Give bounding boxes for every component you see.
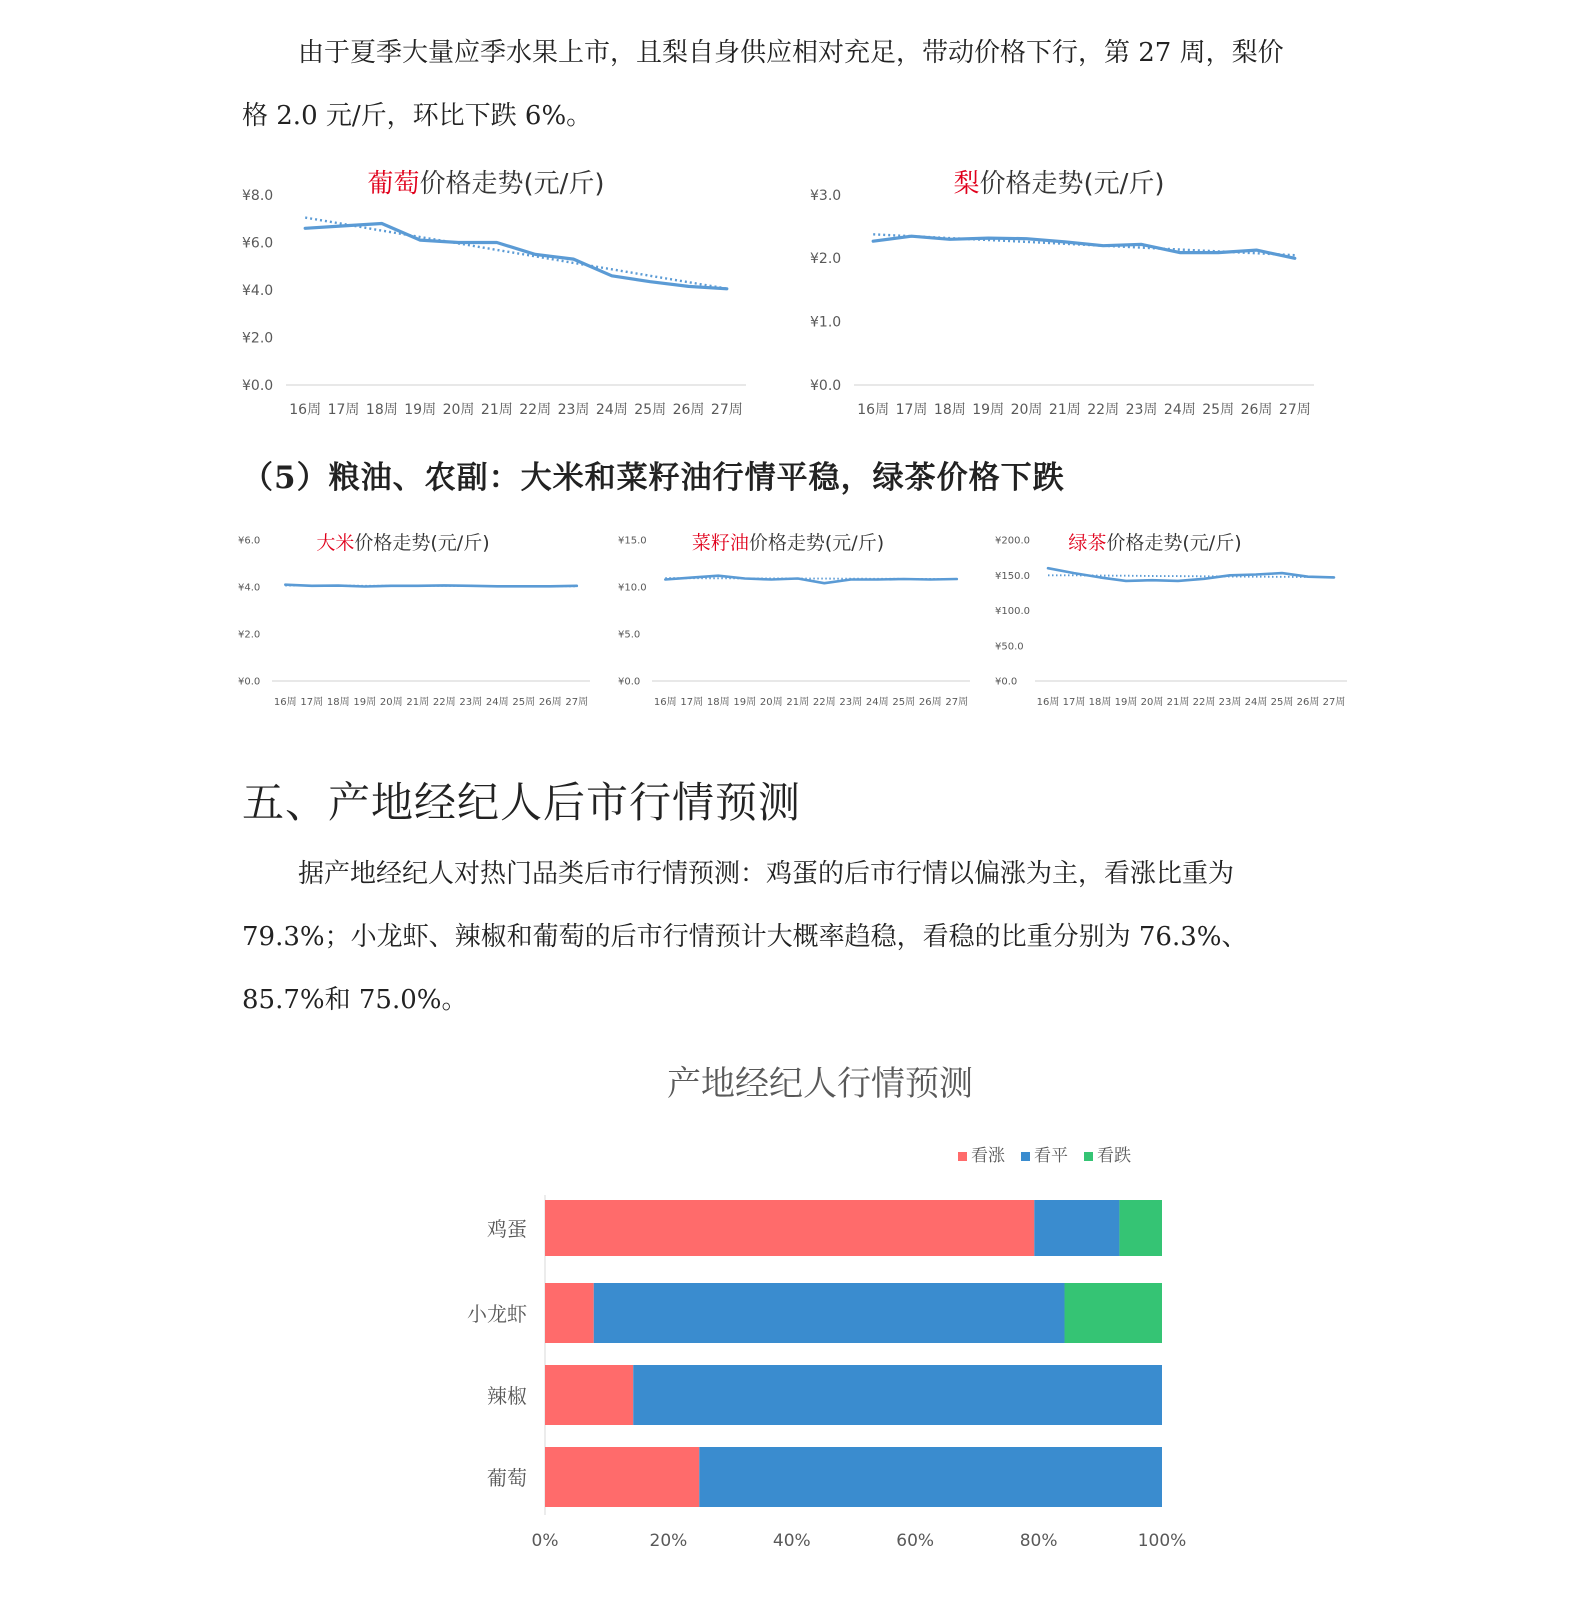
x-tick-label: 22周 (519, 402, 552, 418)
legend-swatch (1021, 1152, 1030, 1161)
paragraph-forecast (242, 843, 1352, 1032)
x-tick-label: 17周 (680, 697, 704, 708)
section-heading-grain-oil: （5）粮油、农副：大米和菜籽油行情平稳，绿茶价格下跌 (242, 460, 1065, 496)
y-tick-label: ¥6.0 (238, 535, 261, 547)
section-heading-forecast: 五、产地经纪人后市行情预测 (242, 778, 802, 827)
y-tick-label: ¥10.0 (618, 582, 647, 594)
x-tick-label: 23周 (459, 697, 483, 708)
y-tick-label: ¥0.0 (242, 377, 274, 394)
trend-line (305, 218, 727, 289)
x-tick-label: 0% (531, 1531, 559, 1551)
x-tick-label: 16周 (289, 402, 322, 418)
x-tick-label: 19周 (972, 402, 1005, 418)
x-tick-label: 17周 (327, 402, 360, 418)
x-tick-label: 17周 (300, 697, 324, 708)
category-label: 小龙虾 (467, 1302, 527, 1326)
x-tick-label: 25周 (1202, 402, 1235, 418)
x-tick-label: 16周 (653, 697, 677, 708)
x-tick-label: 27周 (1322, 697, 1346, 708)
x-tick-label: 22周 (812, 697, 836, 708)
legend-label: 看涨 (971, 1146, 1005, 1166)
x-tick-label: 25周 (512, 697, 536, 708)
x-tick-label: 25周 (1270, 697, 1294, 708)
y-tick-label: ¥4.0 (238, 582, 261, 594)
x-tick-label: 18周 (326, 697, 350, 708)
y-tick-label: ¥15.0 (618, 535, 647, 547)
x-tick-label: 20周 (1010, 402, 1043, 418)
x-tick-label: 16周 (273, 697, 297, 708)
x-tick-label: 23周 (1125, 402, 1158, 418)
x-tick-label: 27周 (710, 402, 743, 418)
x-tick-label: 19周 (1114, 697, 1138, 708)
chart-title (953, 169, 1164, 199)
x-tick-label: 19周 (733, 697, 757, 708)
series-line (873, 236, 1295, 258)
x-tick-label: 27周 (1278, 402, 1311, 418)
bar-segment (1034, 1200, 1119, 1256)
x-tick-label: 24周 (1244, 697, 1268, 708)
x-tick-label: 23周 (839, 697, 863, 708)
y-tick-label: ¥150.0 (995, 570, 1030, 582)
y-tick-label: ¥3.0 (810, 187, 842, 204)
chart-title-rest: 价格走势(元/斤) (419, 169, 605, 199)
x-tick-label: 27周 (565, 697, 589, 708)
bar-segment (545, 1200, 1034, 1256)
y-tick-label: ¥2.0 (810, 251, 842, 268)
category-label: 鸡蛋 (487, 1217, 527, 1241)
y-tick-label: ¥1.0 (810, 314, 842, 331)
x-tick-label: 20周 (1140, 697, 1164, 708)
x-tick-label: 18周 (706, 697, 730, 708)
y-tick-label: ¥8.0 (242, 187, 274, 204)
series-line (285, 585, 577, 587)
y-tick-label: ¥50.0 (995, 641, 1024, 653)
chart-title (316, 532, 489, 554)
series-line (305, 224, 727, 289)
grape-price-chart (236, 160, 756, 445)
chart-title (367, 169, 604, 199)
x-tick-label: 25周 (892, 697, 916, 708)
bar-segment (545, 1283, 594, 1343)
chart-title-highlight: 梨 (953, 169, 980, 199)
rice-price-chart (238, 530, 600, 740)
x-tick-label: 40% (772, 1531, 811, 1551)
bar-segment (545, 1447, 699, 1507)
bar-segment (545, 1365, 633, 1425)
y-tick-label: ¥100.0 (995, 606, 1030, 617)
forecast-stacked-bar-chart (440, 1055, 1200, 1555)
x-tick-label: 80% (1019, 1531, 1058, 1551)
x-tick-label: 17周 (1062, 697, 1086, 708)
y-tick-label: ¥0.0 (810, 377, 842, 394)
chart-title-highlight: 葡萄 (367, 169, 420, 199)
chart-title-rest: 价格走势(元/斤) (1106, 532, 1242, 554)
chart-title-highlight: 大米 (316, 532, 355, 554)
y-tick-label: ¥0.0 (238, 676, 261, 688)
x-tick-label: 23周 (557, 402, 590, 418)
x-tick-label: 21周 (786, 697, 810, 708)
x-tick-label: 25周 (634, 402, 667, 418)
rapeseed-oil-price-chart (618, 530, 980, 740)
y-tick-label: ¥6.0 (242, 235, 274, 252)
x-tick-label: 16周 (857, 402, 890, 418)
y-tick-label: ¥0.0 (618, 676, 641, 688)
category-label: 辣椒 (487, 1384, 527, 1408)
x-tick-label: 24周 (865, 697, 889, 708)
chart-title (692, 532, 884, 554)
legend-label: 看跌 (1097, 1146, 1131, 1166)
series-line (1048, 568, 1334, 581)
x-tick-label: 20% (649, 1531, 688, 1551)
y-tick-label: ¥2.0 (242, 330, 274, 347)
x-tick-label: 24周 (595, 402, 628, 418)
x-tick-label: 20周 (759, 697, 783, 708)
chart-title-highlight: 绿茶 (1068, 532, 1107, 554)
x-tick-label: 20周 (379, 697, 403, 708)
x-tick-label: 19周 (404, 402, 437, 418)
legend-swatch (1084, 1152, 1093, 1161)
x-tick-label: 19周 (353, 697, 377, 708)
x-tick-label: 20周 (442, 402, 475, 418)
chart-title-rest: 价格走势(元/斤) (748, 532, 885, 554)
paragraph-line: 据产地经纪人对热门品类后市行情预测：鸡蛋的后市行情以偏涨为主，看涨比重为 (298, 859, 1235, 889)
bar-segment (1119, 1200, 1162, 1256)
x-tick-label: 23周 (1218, 697, 1242, 708)
paragraph-line: 格 2.0 元/斤，环比下跌 6%。 (242, 101, 593, 131)
x-tick-label: 100% (1137, 1531, 1187, 1551)
x-tick-label: 22周 (432, 697, 456, 708)
x-tick-label: 18周 (365, 402, 398, 418)
series-line (665, 576, 957, 584)
x-tick-label: 17周 (895, 402, 928, 418)
x-tick-label: 21周 (480, 402, 513, 418)
y-tick-label: ¥200.0 (995, 535, 1030, 547)
bar-segment (633, 1365, 1162, 1425)
paragraph-line: 由于夏季大量应季水果上市，且梨自身供应相对充足，带动价格下行，第 27 周，梨价 (298, 38, 1284, 68)
x-tick-label: 26周 (1296, 697, 1320, 708)
x-tick-label: 18周 (933, 402, 966, 418)
x-tick-label: 26周 (918, 697, 942, 708)
chart-title (1068, 532, 1241, 554)
category-label: 葡萄 (487, 1466, 527, 1490)
y-tick-label: ¥4.0 (242, 282, 274, 299)
x-tick-label: 27周 (945, 697, 969, 708)
chart-title-rest: 价格走势(元/斤) (354, 532, 490, 554)
bar-segment (594, 1283, 1065, 1343)
x-tick-label: 21周 (1048, 402, 1081, 418)
y-tick-label: ¥2.0 (238, 629, 261, 641)
paragraph-line: 79.3%；小龙虾、辣椒和葡萄的后市行情预计大概率趋稳，看稳的比重分别为 76.3%、 (242, 922, 1248, 952)
pear-price-chart (804, 160, 1324, 445)
x-tick-label: 26周 (1240, 402, 1273, 418)
x-tick-label: 24周 (485, 697, 509, 708)
chart-title: 产地经纪人行情预测 (667, 1064, 973, 1104)
x-tick-label: 60% (896, 1531, 935, 1551)
bar-segment (1065, 1283, 1162, 1343)
chart-title-rest: 价格走势(元/斤) (979, 169, 1165, 199)
chart-title-highlight: 菜籽油 (691, 532, 749, 554)
green-tea-price-chart (995, 530, 1357, 740)
x-tick-label: 22周 (1087, 402, 1120, 418)
x-tick-label: 21周 (1166, 697, 1190, 708)
paragraph-line: 85.7%和 75.0%。 (242, 985, 468, 1015)
paragraph-pear-price (242, 22, 1352, 148)
legend-swatch (958, 1152, 967, 1161)
x-tick-label: 18周 (1088, 697, 1112, 708)
x-tick-label: 24周 (1163, 402, 1196, 418)
x-tick-label: 21周 (406, 697, 430, 708)
y-tick-label: ¥5.0 (618, 629, 641, 641)
bar-segment (699, 1447, 1162, 1507)
x-tick-label: 26周 (538, 697, 562, 708)
x-tick-label: 16周 (1036, 697, 1060, 708)
legend-label: 看平 (1034, 1146, 1068, 1166)
x-tick-label: 26周 (672, 402, 705, 418)
y-tick-label: ¥0.0 (995, 676, 1018, 688)
x-tick-label: 22周 (1192, 697, 1216, 708)
